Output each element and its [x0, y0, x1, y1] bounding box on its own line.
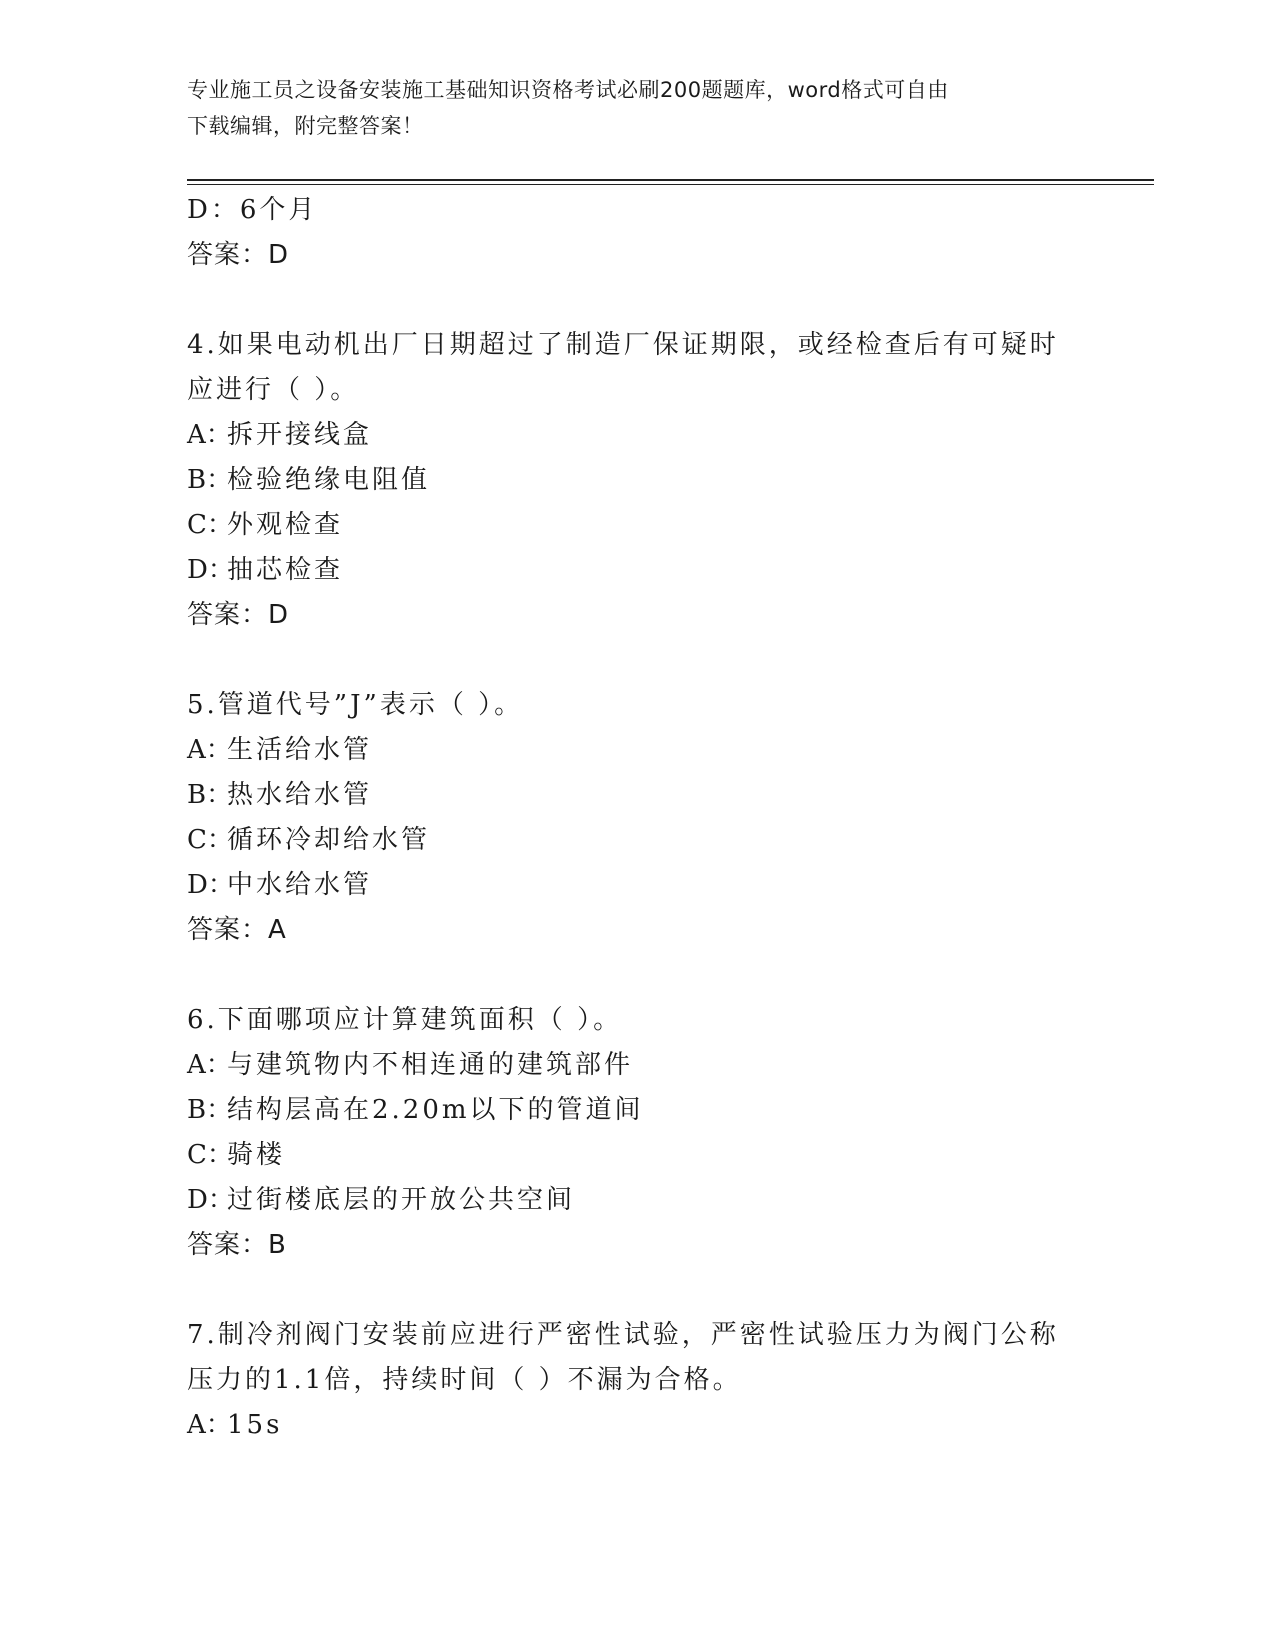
question-answer: 答案：D	[187, 600, 290, 630]
header-divider-bottom	[187, 184, 1154, 185]
option-key: B：	[187, 780, 233, 810]
option-a	[187, 1043, 1087, 1088]
carryover-option-d: D：6个月	[187, 195, 318, 225]
option-b	[187, 458, 1087, 503]
header-line-2: 下载编辑，附完整答案！	[187, 114, 424, 138]
question-stem-line-1: 7.制冷剂阀门安装前应进行严密性试验，严密性试验压力为阀门公称	[187, 1320, 1059, 1350]
option-text: 骑楼	[227, 1140, 286, 1170]
option-c	[187, 818, 1087, 863]
question-6	[187, 998, 1087, 1268]
carryover-answer: 答案：D	[187, 240, 290, 270]
option-d	[187, 863, 1087, 908]
option-b	[187, 773, 1087, 818]
question-stem-line-2: 应进行（ ）。	[187, 375, 360, 405]
option-text: 生活给水管	[227, 735, 373, 765]
question-content	[187, 188, 1087, 1448]
option-text: 过街楼底层的开放公共空间	[227, 1185, 576, 1215]
option-text: 抽芯检查	[227, 555, 344, 585]
question-4	[187, 323, 1087, 638]
question-answer: 答案：A	[187, 915, 287, 945]
option-key: C：	[187, 510, 233, 540]
option-key: A：	[187, 420, 232, 450]
question-stem	[187, 998, 1067, 1043]
option-text: 拆开接线盒	[227, 420, 373, 450]
option-c	[187, 1133, 1087, 1178]
option-text: 检验绝缘电阻值	[227, 465, 431, 495]
option-key: A：	[187, 1410, 232, 1440]
question-stem-line-2: 压力的1.1倍，持续时间（ ）不漏为合格。	[187, 1365, 742, 1395]
option-key: D：	[187, 1185, 234, 1215]
question-stem-line-1: 4.如果电动机出厂日期超过了制造厂保证期限，或经检查后有可疑时	[187, 330, 1059, 360]
option-key: A：	[187, 735, 232, 765]
option-d	[187, 1178, 1087, 1223]
question-7	[187, 1313, 1087, 1448]
question-5	[187, 683, 1087, 953]
option-a	[187, 413, 1087, 458]
option-c	[187, 503, 1087, 548]
option-text: 15s	[227, 1410, 283, 1440]
question-stem-line-1: 6.下面哪项应计算建筑面积（ ）。	[187, 1005, 623, 1035]
question-stem	[187, 323, 1067, 413]
question-stem	[187, 683, 1067, 728]
option-text: 结构层高在2.20m以下的管道间	[227, 1095, 644, 1125]
option-key: D：	[187, 870, 234, 900]
question-answer: 答案：B	[187, 1230, 287, 1260]
option-text: 热水给水管	[227, 780, 373, 810]
page-header	[187, 72, 1067, 144]
option-b	[187, 1088, 1087, 1133]
option-key: C：	[187, 1140, 233, 1170]
option-a	[187, 1403, 1087, 1448]
option-text: 外观检查	[227, 510, 344, 540]
option-key: B：	[187, 1095, 233, 1125]
option-key: D：	[187, 555, 234, 585]
option-text: 中水给水管	[227, 870, 373, 900]
option-text: 与建筑物内不相连通的建筑部件	[227, 1050, 634, 1080]
header-line-1: 专业施工员之设备安装施工基础知识资格考试必刷200题题库，word格式可自由	[187, 78, 949, 102]
option-key: B：	[187, 465, 233, 495]
header-divider-top	[187, 179, 1154, 181]
option-key: A：	[187, 1050, 232, 1080]
question-stem	[187, 1313, 1067, 1403]
option-key: C：	[187, 825, 233, 855]
question-stem-line-1: 5.管道代号”J”表示（ ）。	[187, 690, 524, 720]
option-d	[187, 548, 1087, 593]
option-text: 循环冷却给水管	[227, 825, 431, 855]
option-a	[187, 728, 1087, 773]
